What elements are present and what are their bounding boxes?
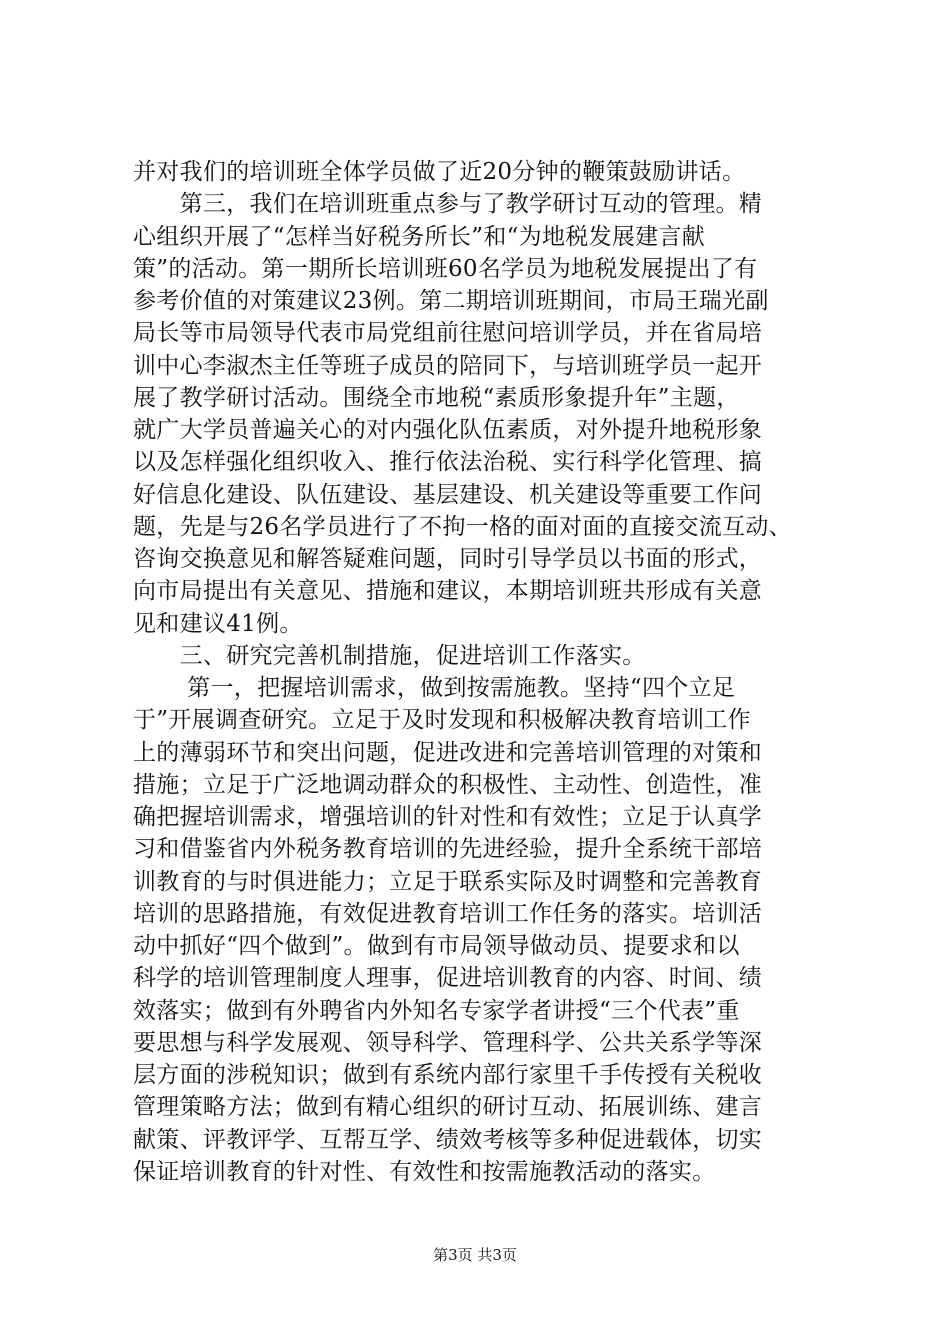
text-line: 就广大学员普遍关心的对内强化队伍素质，对外提升地税形象 — [133, 417, 763, 443]
text-line: 习和借鉴省内外税务教育培训的先进经验，提升全系统干部培 — [133, 836, 763, 863]
text-line: 措施；立足于广泛地调动群众的积极性、主动性、创造性，准 — [133, 771, 763, 798]
text-line: 管理策略方法；做到有精心组织的研讨互动、拓展训练、建言 — [133, 1094, 763, 1121]
page-number-footer: 第3页 共3页 — [433, 1246, 517, 1264]
text-line: 培训的思路措施，有效促进教育培训工作任务的落实。培训活 — [133, 900, 763, 927]
text-line: 确把握培训需求，增强培训的针对性和有效性；立足于认真学 — [133, 804, 763, 830]
text-line: 参考价值的对策建议23例。第二期培训班期间，市局王瑞光副 — [133, 288, 769, 314]
text-line: 好信息化建设、队伍建设、基层建设、机关建设等重要工作问 — [133, 481, 763, 508]
text-line: 展了教学研讨活动。围绕全市地税“素质形象提升年”主题， — [133, 384, 740, 411]
text-line: 上的薄弱环节和突出问题，促进改进和完善培训管理的对策和 — [133, 739, 763, 766]
text-line: 第三，我们在培训班重点参与了教学研讨互动的管理。精 — [133, 191, 763, 218]
text-line: 于”开展调查研究。立足于及时发现和积极解决教育培训工作 — [133, 707, 751, 734]
text-line: 咨询交换意见和解答疑难问题，同时引导学员以书面的形式， — [133, 546, 763, 572]
section-heading: 三、研究完善机制措施，促进培训工作落实。 — [133, 642, 646, 669]
text-line: 局长等市局领导代表市局党组前往慰问培训学员，并在省局培 — [133, 320, 763, 347]
text-line: 献策、评教评学、互帮互学、绩效考核等多种促进载体，切实 — [133, 1126, 763, 1153]
text-line: 心组织开展了“怎样当好税务所长”和“为地税发展建言献 — [133, 223, 706, 250]
text-line: 见和建议41例。 — [133, 610, 303, 637]
text-line: 训教育的与时俱进能力；立足于联系实际及时调整和完善教育 — [133, 868, 763, 895]
text-line: 要思想与科学发展观、领导科学、管理科学、公共关系学等深 — [133, 1029, 763, 1056]
text-line: 层方面的涉税知识；做到有系统内部行家里千手传授有关税收 — [133, 1062, 763, 1088]
body-text — [133, 156, 833, 1188]
text-line: 策”的活动。第一期所长培训班60名学员为地税发展提出了有 — [133, 255, 758, 282]
text-line: 效落实；做到有外聘省内外知名专家学者讲授“三个代表”重 — [133, 997, 740, 1024]
text-line: 题，先是与26名学员进行了不拘一格的面对面的直接交流互动、 — [133, 513, 792, 540]
text-line: 并对我们的培训班全体学员做了近20分钟的鞭策鼓励讲话。 — [133, 159, 746, 185]
text-line: 训中心李淑杰主任等班子成员的陪同下，与培训班学员一起开 — [133, 352, 763, 379]
text-line: 动中抓好“四个做到”。做到有市局领导做动员、提要求和以 — [133, 933, 740, 959]
text-line: 向市局提出有关意见、措施和建议，本期培训班共形成有关意 — [133, 578, 763, 605]
text-line: 科学的培训管理制度人理事，促进培训教育的内容、时间、绩 — [133, 965, 763, 992]
text-line: 第一，把握培训需求，做到按需施教。坚持“四个立足 — [133, 675, 736, 701]
text-line: 保证培训教育的针对性、有效性和按需施教活动的落实。 — [133, 1158, 716, 1185]
text-line: 以及怎样强化组织收入、推行依法治税、实行科学化管理、搞 — [133, 449, 763, 476]
